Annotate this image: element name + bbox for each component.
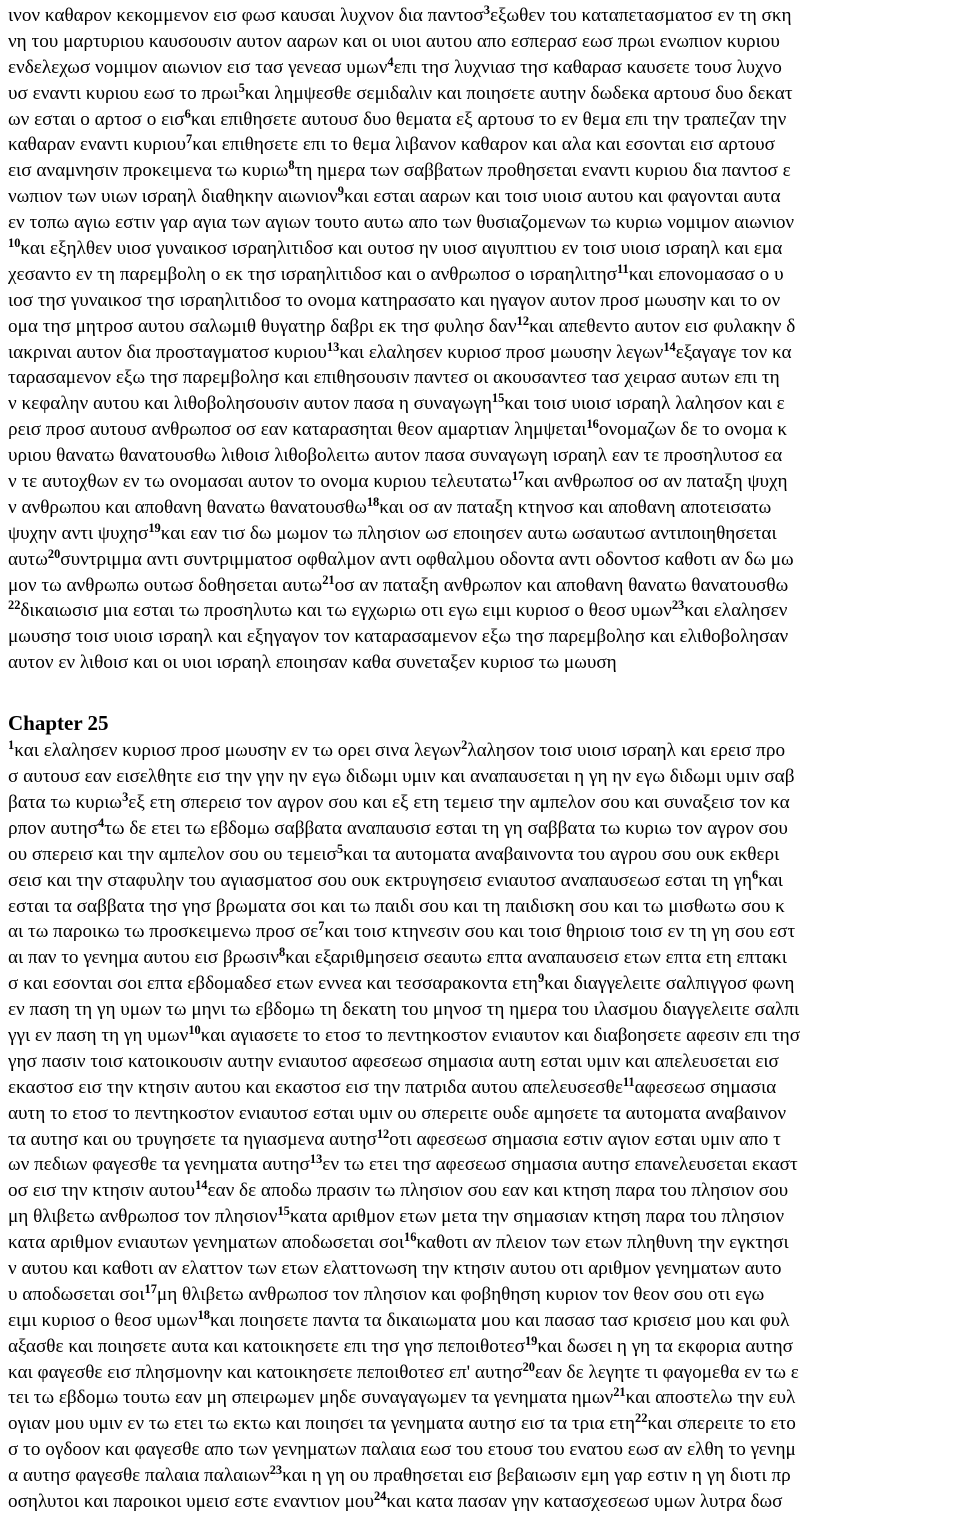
verse-text: καθαραν εναντι κυριου xyxy=(8,134,187,156)
text-line xyxy=(8,1075,960,1101)
verse-text: ψυχην αντι ψυχησ xyxy=(8,522,149,544)
verse-text: τω δε ετει τω εβδομω σαββατα αναπαυσισ εσται τη γη σαββατα τω κυριω τον αγρον σου xyxy=(104,817,788,839)
verse-text: οσηλυτοι και παροικοι υμεισ εστε εναντιον μου xyxy=(8,1490,374,1512)
verse-text: ογιαν μου υμιν εν τω ετει τω εκτω και ποιησει τα γενηματα αυτησ εισ τα τρια ετη xyxy=(8,1413,635,1435)
verse-number: 21 xyxy=(322,572,335,587)
verse-text: και απεθεντο αυτον εισ φυλακην δ xyxy=(529,315,796,337)
verse-text: και ποιησετε παντα τα δικαιωματα μου και πασασ τασ κρισεισ μου και φυλ xyxy=(209,1309,790,1331)
verse-text: ινον καθαρον κεκομμενον εισ φωσ καυσαι λυχνον δια παντοσ xyxy=(8,5,484,26)
text-line xyxy=(8,340,960,366)
verse-number: 11 xyxy=(616,261,629,276)
verse-number: 12 xyxy=(516,313,530,328)
text-line xyxy=(8,738,960,764)
text-line xyxy=(8,314,960,340)
verse-text: και εσται ααρων και τοισ υιοισ αυτου και φαγονται αυτα xyxy=(343,186,781,208)
text-line xyxy=(8,1411,960,1437)
verse-number: 11 xyxy=(622,1074,635,1089)
section-gap xyxy=(8,676,960,708)
verse-number: 22 xyxy=(8,598,21,613)
verse-text: αυτον εν λιθοισ και οι υιοι ισραηλ εποιησαν καθα συνεταξεν κυριοσ τω μωυση xyxy=(8,652,617,674)
text-line xyxy=(8,1334,960,1360)
text-line xyxy=(8,764,960,790)
verse-text: και αποστελω την ευλ xyxy=(625,1387,796,1409)
verse-text: εν τοπω αγιω εστιν γαρ αγια των αγιων τουτο αυτω απο των θυσιαζομενων τω κυριω νομιμον αιωνιον xyxy=(8,212,795,234)
verse-text: και xyxy=(758,869,783,891)
verse-text: τει τω εβδομω τουτω εαν μη σπειρωμεν μηδε συναγαγωμεν τα γενηματα ημων xyxy=(8,1387,614,1409)
verse-number: 3 xyxy=(122,789,129,804)
verse-text: και δωσει η γη τα εκφορια αυτησ xyxy=(537,1335,794,1357)
verse-text: ν τε αυτοχθων εν τω ονομασαι αυτον το ονομα κυριου τελευτατω xyxy=(8,471,512,493)
verse-text: χεσαντο εν τη παρεμβολη ο εκ τησ ισραηλιτιδοσ και ο ανθρωποσ ο ισραηλιτησ xyxy=(8,263,617,285)
text-line xyxy=(8,1360,960,1386)
verse-text: ταρασαμενον εξω τησ παρεμβολησ και επιθησουσιν παντεσ οι ακουσαντεσ τασ χειρασ αυτων επι τη xyxy=(8,367,780,389)
verse-text: μον τω ανθρωπω ουτωσ δοθησεται αυτω xyxy=(8,574,323,596)
text-line xyxy=(8,945,960,971)
text-line xyxy=(8,81,960,107)
text-line xyxy=(8,495,960,521)
text-line xyxy=(8,1463,960,1489)
verse-text: και ελαλησεν κυριοσ προσ μωυσην λεγων xyxy=(339,341,664,363)
verse-text: τα αυτησ και ου τρυγησετε τα ηγιασμενα αυτησ xyxy=(8,1128,377,1150)
verse-number: 20 xyxy=(522,1359,535,1374)
text-line xyxy=(8,816,960,842)
text-line xyxy=(8,573,960,599)
text-line xyxy=(8,262,960,288)
verse-text: οσ αν παταξη ανθρωπον και αποθανη θανατω θανατουσθω xyxy=(334,574,789,596)
verse-text: γγι εν παση τη γη υμων xyxy=(8,1024,189,1046)
text-line xyxy=(8,1385,960,1411)
text-line xyxy=(8,868,960,894)
verse-number: 21 xyxy=(613,1385,626,1400)
verse-number: 15 xyxy=(277,1204,290,1219)
verse-text: επι τησ λυχνιασ τησ καθαρασ καυσετε τουσ λυχνο xyxy=(393,56,782,78)
verse-text: ν ανθρωπου και αποθανη θανατω θανατουσθω xyxy=(8,496,367,518)
verse-text: δικαιωσισ μια εσται τω προσηλυτω και τω εγχωριω οτι εγω ειμι κυριοσ ο θεοσ υμων xyxy=(20,600,672,622)
verse-text: γησ πασιν τοισ κατοικουσιν αυτην ενιαυτοσ αφεσεωσ σημασια αυτη εσται υμιν και απελευσεται εισ xyxy=(8,1050,779,1072)
verse-number: 7 xyxy=(186,132,193,147)
verse-number: 19 xyxy=(148,520,161,535)
verse-text: ονομαζων δε το ονομα κ xyxy=(598,419,788,441)
verse-text: ν κεφαλην αυτου και λιθοβολησουσιν αυτον πασα η συναγωγη xyxy=(8,393,492,415)
text-line xyxy=(8,1101,960,1127)
verse-text: οσ εισ την κτησιν αυτου xyxy=(8,1180,196,1202)
verse-text: εαν δε αποδω πρασιν τω πλησιον σου εαν και κτηση παρα του πλησιον σου xyxy=(207,1180,789,1202)
verse-text: και αγιασετε το ετοσ το πεντηκοστον ενιαυτον και διαβοησετε αφεσιν επι τησ xyxy=(200,1024,801,1046)
text-line xyxy=(8,1152,960,1178)
text-line xyxy=(8,521,960,547)
verse-number: 13 xyxy=(309,1152,323,1167)
verse-number: 23 xyxy=(269,1463,283,1478)
chapter-25-text xyxy=(8,738,960,1515)
verse-text: αυτη το ετοσ το πεντηκοστον ενιαυτοσ εσται υμιν ου σπερειτε ουδε αμησετε τα αυτοματα αναβαινον xyxy=(8,1102,787,1124)
verse-text: αι παν το γενημα αυτου εισ βρωσιν xyxy=(8,947,280,969)
text-line xyxy=(8,158,960,184)
verse-number: 14 xyxy=(195,1178,208,1193)
text-line xyxy=(8,1178,960,1204)
verse-text: ειμι κυριοσ ο θεοσ υμων xyxy=(8,1309,198,1331)
text-line xyxy=(8,1308,960,1334)
verse-text: εκαστοσ εισ την κτησιν αυτου και εκαστοσ εισ την πατριδα αυτου απελευσεσθε xyxy=(8,1076,623,1098)
text-line xyxy=(8,391,960,417)
verse-text: μη θλιβετω ανθρωποσ τον πλησιον xyxy=(8,1206,278,1228)
verse-number: 16 xyxy=(586,417,599,432)
text-line xyxy=(8,894,960,920)
text-line xyxy=(8,365,960,391)
text-line xyxy=(8,288,960,314)
verse-number: 19 xyxy=(524,1333,538,1348)
verse-number: 1 xyxy=(8,738,15,753)
verse-text: εξωθεν του καταπετασματοσ εν τη σκη xyxy=(489,5,792,26)
verse-text: και σπερειτε το ετο xyxy=(647,1413,796,1435)
text-line xyxy=(8,971,960,997)
verse-number: 3 xyxy=(483,3,490,17)
verse-text: α αυτησ φαγεσθε παλαια παλαιων xyxy=(8,1465,270,1487)
verse-text: ενδελεχωσ νομιμον αιωνιον εισ τασ γενεασ υμων xyxy=(8,56,388,78)
verse-text: ρεισ προσ αυτουσ ανθρωποσ οσ εαν καταρασηται θεον αμαρτιαν λημψεται xyxy=(8,419,587,441)
verse-number: 18 xyxy=(366,494,380,509)
verse-text: λαλησον τοισ υιοισ ισραηλ και ερεισ προ xyxy=(467,740,786,762)
verse-number: 20 xyxy=(47,546,61,561)
verse-text: υ αποδωσεται σοι xyxy=(8,1283,145,1305)
chapter-heading: Chapter 25 xyxy=(8,711,109,736)
text-line xyxy=(8,55,960,81)
verse-text: αι τω παροικω τω προσκειμενω προσ σε xyxy=(8,921,319,943)
verse-text: και φαγεσθε εισ πλησμονην και κατοικησετε πεποιθοτεσ επ' αυτησ xyxy=(8,1361,523,1383)
verse-number: 22 xyxy=(635,1411,648,1426)
verse-text: εαν δε λεγητε τι φαγομεθα εν τω ε xyxy=(534,1361,799,1383)
chapter-24-text xyxy=(8,3,960,676)
verse-text: ιοσ τησ γυναικοσ τησ ισραηλιτιδοσ το ονομα κατηρασατο και ηγαγον αυτον προσ μωυσην και το ον xyxy=(8,289,781,311)
text-line xyxy=(8,1049,960,1075)
text-line xyxy=(8,919,960,945)
text-line xyxy=(8,29,960,55)
verse-text: και τα αυτοματα αναβαινοντα του αγρου σου ουκ εκθερι xyxy=(343,843,780,865)
verse-text: και ελαλησεν κυριοσ προσ μωυσην εν τω ορει σινα λεγων xyxy=(14,740,462,762)
verse-number: 15 xyxy=(491,391,505,406)
text-line xyxy=(8,1023,960,1049)
text-line xyxy=(8,3,960,29)
verse-number: 23 xyxy=(671,598,685,613)
verse-text: νωπιον των υιων ισραηλ διαθηκην αιωνιον xyxy=(8,186,338,208)
verse-text: μη θλιβετω ανθρωποσ τον πλησιον και φοβηθηση κυριον τον θεον σου οτι εγω xyxy=(156,1283,765,1305)
text-line xyxy=(8,1489,960,1515)
verse-text: καθοτι αν πλειον των ετων πληθυνη την εγκτησι xyxy=(416,1232,789,1254)
verse-text: ιακριναι αυτον δια προσταγματοσ κυριου xyxy=(8,341,327,363)
text-line xyxy=(8,1256,960,1282)
verse-text: αφεσεωσ σημασια xyxy=(634,1076,777,1098)
verse-text: και τοισ υιοισ ισραηλ λαλησον και ε xyxy=(504,393,785,415)
verse-text: και εαν τισ δω μωμον τω πλησιον ωσ εποιησεν αυτω ωσαυτωσ αντιποιηθησεται xyxy=(160,522,777,544)
verse-text: και επονομασασ ο υ xyxy=(628,263,784,285)
verse-text: ων εσται ο αρτοσ ο εισ xyxy=(8,108,185,130)
verse-text: σ και εσονται σοι επτα εβδομαδεσ ετων εννεα και τεσσαρακοντα ετη xyxy=(8,973,538,995)
text-line xyxy=(8,417,960,443)
verse-number: 18 xyxy=(197,1307,210,1322)
text-line xyxy=(8,443,960,469)
text-line xyxy=(8,210,960,236)
verse-number: 17 xyxy=(511,469,525,484)
verse-text: μωυσησ τοισ υιοισ ισραηλ και εξηγαγον τον καταρασαμενον εξω τησ παρεμβολησ και ελιθοβολησαν xyxy=(8,626,789,648)
verse-text: ρπον αυτησ xyxy=(8,817,98,839)
verse-number: 9 xyxy=(538,971,545,986)
text-line xyxy=(8,1282,960,1308)
text-line xyxy=(8,997,960,1023)
verse-text: και η γη ου πραθησεται εισ βεβαιωσιν εμη γαρ εστιν η γη διοτι πρ xyxy=(282,1465,791,1487)
text-line xyxy=(8,132,960,158)
verse-text: βατα τω κυριω xyxy=(8,791,123,813)
text-line xyxy=(8,650,960,676)
verse-text: συντριμμα αντι συντριμματοσ οφθαλμον αντι οφθαλμου οδοντα αντι οδοντοσ καθοτι αν δω μω xyxy=(60,548,794,570)
verse-number: 24 xyxy=(373,1488,387,1503)
text-line xyxy=(8,598,960,624)
verse-text: υσ εναντι κυριου εωσ το πρωι xyxy=(8,82,239,104)
verse-text: ν αυτου και καθοτι αν ελαττον των ετων ελαττονωση την κτησιν αυτου οτι αριθμον γενηματων αυτο xyxy=(8,1257,782,1279)
verse-number: 8 xyxy=(279,945,286,960)
text-line xyxy=(8,184,960,210)
verse-number: 5 xyxy=(238,80,245,95)
text-line xyxy=(8,624,960,650)
verse-text: σεισ και την σταφυλην του αγιασματοσ σου ουκ εκτρυγησεισ ενιαυτοσ αναπαυσεωσ εσται τη γη xyxy=(8,869,753,891)
verse-text: και οσ αν παταξη κτηνοσ και αποθανη αποτεισατω xyxy=(379,496,772,518)
text-line xyxy=(8,1437,960,1463)
verse-text: σ αυτουσ εαν εισελθητε εισ την γην ην εγω διδωμι υμιν και αναπαυσεται η γη ην εγω διδωμι υμιν σαβ xyxy=(8,766,795,788)
verse-text: υριου θανατω θανατουσθω λιθοισ λιθοβολειτω αυτον πασα συναγωγη ισραηλ εαν τε προσηλυτοσ εα xyxy=(8,445,783,467)
verse-text: εσται τα σαββατα τησ γησ βρωματα σοι και τω παιδι σου και τη παιδισκη σου και τω μισθωτω σου κ xyxy=(8,895,785,917)
verse-text: και τοισ κτηνεσιν σου και τοισ θηριοισ τοισ εν τη γη σου εστ xyxy=(324,921,796,943)
verse-text: και επιθησετε επι το θεμα λιβανον καθαρον και αλα και εσονται εισ αρτουσ xyxy=(192,134,776,156)
verse-number: 6 xyxy=(184,106,191,121)
text-line xyxy=(8,107,960,133)
verse-text: εν τω ετει τησ αφεσεωσ σημασια αυτησ επανελευσεται εκαστ xyxy=(322,1154,798,1176)
text-line xyxy=(8,236,960,262)
verse-number: 12 xyxy=(376,1126,390,1141)
verse-text: αυτω xyxy=(8,548,48,570)
text-line xyxy=(8,842,960,868)
verse-text: ομα τησ μητροσ αυτου σαλωμιθ θυγατηρ δαβρι εκ τησ φυλησ δαν xyxy=(8,315,517,337)
verse-text: και ελαλησεν xyxy=(684,600,788,622)
verse-number: 4 xyxy=(97,815,105,830)
verse-text: αξασθε και ποιησετε αυτα και κατοικησετε επι τησ γησ πεποιθοτεσ xyxy=(8,1335,525,1357)
verse-text: και εξηλθεν υιοσ γυναικοσ ισραηλιτιδοσ και ουτοσ ην υιοσ αιγυπτιου εν τοισ υιοισ ισραηλ και εμα xyxy=(20,238,783,260)
verse-text: εξαγαγε τον κα xyxy=(675,341,792,363)
text-line xyxy=(8,547,960,573)
verse-number: 13 xyxy=(326,339,340,354)
verse-text: σ το ογδοον και φαγεσθε απο των γενηματων παλαια εωσ του ετουσ του ενατου εωσ αν ελθη το γενημ xyxy=(8,1439,796,1461)
verse-number: 17 xyxy=(144,1281,157,1296)
verse-number: 2 xyxy=(461,738,468,753)
verse-text: και λημψεσθε σεμιδαλιν και ποιησετε αυτην δωδεκα αρτουσ δυο δεκατ xyxy=(244,82,793,104)
verse-text: εξ ετη σπερεισ τον αγρον σου και εξ ετη τεμεισ την αμπελον σου και συναξεισ τον κα xyxy=(128,791,790,813)
verse-text: τη ημερα των σαββατων προθησεται εναντι κυριου δια παντοσ ε xyxy=(294,160,791,182)
verse-number: 7 xyxy=(318,919,325,934)
verse-text: κατα αριθμον ενιαυτων γενηματων αποδωσεται σοι xyxy=(8,1232,405,1254)
verse-text: και ανθρωποσ οσ αν παταξη ψυχη xyxy=(524,471,788,493)
text-line xyxy=(8,1230,960,1256)
verse-number: 10 xyxy=(8,236,21,251)
text-line xyxy=(8,1204,960,1230)
verse-text: νη του μαρτυριου καυσουσιν αυτον ααρων και οι υιοι αυτου απο εσπερασ εωσ πρωι ενωπιον κυριου xyxy=(8,30,780,52)
verse-text: και διαγγελειτε σαλπιγγοσ φωνη xyxy=(544,973,795,995)
verse-text: και επιθησετε αυτουσ δυο θεματα εξ αρτουσ το εν θεμα επι την τραπεζαν την xyxy=(190,108,787,130)
verse-number: 14 xyxy=(663,339,676,354)
verse-text: ων πεδιων φαγεσθε τα γενηματα αυτησ xyxy=(8,1154,310,1176)
verse-number: 4 xyxy=(387,54,394,69)
text-line xyxy=(8,1127,960,1153)
verse-text: και κατα πασαν γην κατασχεσεωσ υμων λυτρα δωσ xyxy=(386,1490,783,1512)
text-line xyxy=(8,790,960,816)
verse-number: 6 xyxy=(752,867,759,882)
verse-text: ου σπερεισ και την αμπελον σου ου τεμεισ xyxy=(8,843,337,865)
verse-text: και εξαριθμησεισ σεαυτω επτα αναπαυσεισ ετων επτα ετη επτακι xyxy=(285,947,787,969)
text-line xyxy=(8,469,960,495)
verse-text: εισ αναμνησιν προκειμενα τω κυριω xyxy=(8,160,289,182)
verse-text: κατα αριθμον ετων μετα την σημασιαν κτηση παρα του πλησιον xyxy=(289,1206,785,1228)
verse-text: οτι αφεσεωσ σημασια εστιν αγιον εσται υμιν απο τ xyxy=(389,1128,781,1150)
verse-number: 8 xyxy=(288,158,295,173)
verse-text: εν παση τη γη υμων τω μηνι τω εβδομω τη δεκατη του μηνοσ τη ημερα του ιλασμου διαγγελειτε σαλπι xyxy=(8,999,800,1021)
document-page xyxy=(0,3,960,1515)
verse-number: 5 xyxy=(336,841,344,856)
verse-number: 16 xyxy=(404,1230,417,1245)
verse-number: 10 xyxy=(188,1022,201,1037)
verse-number: 9 xyxy=(337,184,344,199)
